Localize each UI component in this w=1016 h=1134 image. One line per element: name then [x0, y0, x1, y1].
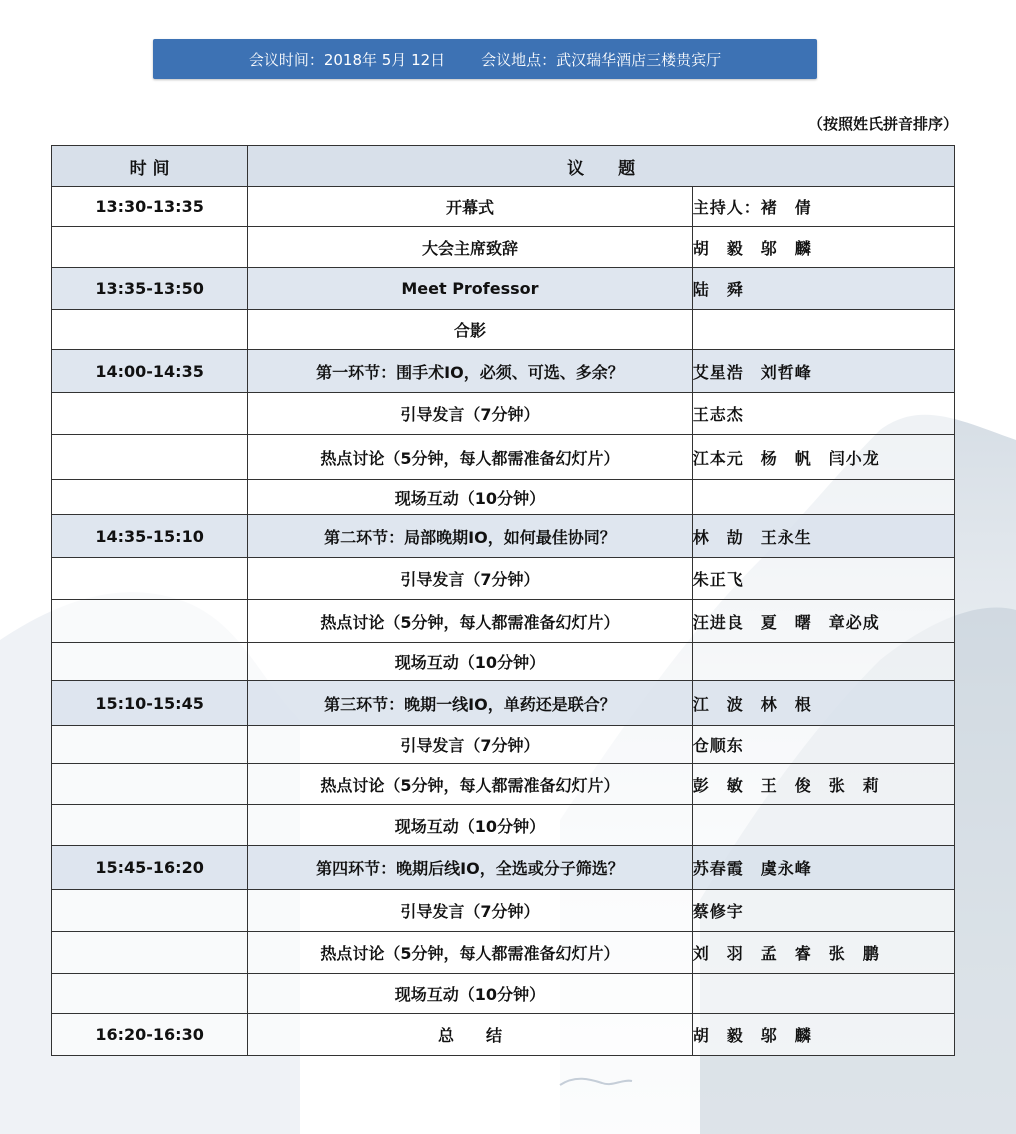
agenda-time-cell: [52, 435, 248, 480]
agenda-topic-cell: 现场互动（10分钟）: [248, 974, 692, 1014]
agenda-topic-cell: 引导发言（7分钟）: [248, 558, 692, 600]
agenda-time-cell: [52, 805, 248, 846]
agenda-row: [52, 558, 955, 600]
agenda-speaker-cell: 胡 毅 邬 麟: [692, 227, 954, 268]
agenda-speaker-cell: 胡 毅 邬 麟: [692, 1014, 954, 1056]
agenda-row: [52, 846, 955, 890]
agenda-speaker-cell: [692, 480, 954, 515]
agenda-time-cell: 13:35-13:50: [52, 268, 248, 310]
agenda-time-cell: [52, 890, 248, 932]
agenda-topic-cell: 引导发言（7分钟）: [248, 890, 692, 932]
agenda-time-cell: [52, 227, 248, 268]
agenda-speaker-cell: [692, 805, 954, 846]
agenda-topic-cell: 热点讨论（5分钟，每人都需准备幻灯片）: [248, 764, 692, 805]
agenda-topic-cell: 第二环节：局部晚期IO，如何最佳协同？: [248, 515, 692, 558]
agenda-row: [52, 1014, 955, 1056]
agenda-time-cell: [52, 726, 248, 764]
agenda-row: [52, 310, 955, 350]
agenda-speaker-cell: 苏春霞 虞永峰: [692, 846, 954, 890]
agenda-row: [52, 932, 955, 974]
agenda-speaker-cell: 主持人：褚 倩: [692, 187, 954, 227]
agenda-time-cell: [52, 393, 248, 435]
header-topic: 议 题: [248, 146, 955, 187]
agenda-row: [52, 805, 955, 846]
agenda-row: [52, 643, 955, 681]
agenda-time-cell: [52, 558, 248, 600]
agenda-row: [52, 350, 955, 393]
agenda-speaker-cell: 朱正飞: [692, 558, 954, 600]
meeting-time-text: 会议时间：2018年 5月 12日: [248, 50, 446, 69]
agenda-time-cell: 15:10-15:45: [52, 681, 248, 726]
agenda-time-cell: 14:00-14:35: [52, 350, 248, 393]
agenda-time-cell: [52, 643, 248, 681]
agenda-row: [52, 890, 955, 932]
agenda-topic-cell: 热点讨论（5分钟，每人都需准备幻灯片）: [248, 435, 692, 480]
meeting-info-banner: [153, 39, 817, 79]
agenda-topic-cell: 引导发言（7分钟）: [248, 393, 692, 435]
header-time: 时 间: [52, 146, 248, 187]
agenda-time-cell: 14:35-15:10: [52, 515, 248, 558]
agenda-speaker-cell: 仓顺东: [692, 726, 954, 764]
agenda-speaker-cell: [692, 310, 954, 350]
agenda-time-cell: [52, 764, 248, 805]
agenda-topic-cell: Meet Professor: [248, 268, 692, 310]
agenda-row: [52, 726, 955, 764]
agenda-row: [52, 974, 955, 1014]
agenda-header-row: [52, 146, 955, 187]
agenda-topic-cell: 第一环节：围手术IO，必须、可选、多余？: [248, 350, 692, 393]
agenda-time-cell: [52, 600, 248, 643]
agenda-row: [52, 515, 955, 558]
agenda-table: [51, 145, 955, 1056]
agenda-topic-cell: 开幕式: [248, 187, 692, 227]
agenda-row: [52, 393, 955, 435]
agenda-time-cell: 13:30-13:35: [52, 187, 248, 227]
agenda-topic-cell: 第三环节：晚期一线IO，单药还是联合？: [248, 681, 692, 726]
agenda-time-cell: [52, 932, 248, 974]
agenda-time-cell: 15:45-16:20: [52, 846, 248, 890]
agenda-speaker-cell: 汪进良 夏 曙 章必成: [692, 600, 954, 643]
agenda-speaker-cell: 王志杰: [692, 393, 954, 435]
agenda-time-cell: [52, 480, 248, 515]
agenda-time-cell: [52, 310, 248, 350]
agenda-row: [52, 187, 955, 227]
meeting-venue-text: 会议地点：武汉瑞华酒店三楼贵宾厅: [481, 50, 722, 69]
agenda-row: [52, 764, 955, 805]
agenda-row: [52, 681, 955, 726]
agenda-row: [52, 227, 955, 268]
agenda-speaker-cell: [692, 974, 954, 1014]
agenda-speaker-cell: 艾星浩 刘哲峰: [692, 350, 954, 393]
agenda-topic-cell: 引导发言（7分钟）: [248, 726, 692, 764]
agenda-row: [52, 435, 955, 480]
agenda-topic-cell: 总 结: [248, 1014, 692, 1056]
agenda-speaker-cell: 彭 敏 王 俊 张 莉: [692, 764, 954, 805]
sort-order-note: （按照姓氏拼音排序）: [807, 115, 958, 133]
agenda-row: [52, 480, 955, 515]
agenda-time-cell: 16:20-16:30: [52, 1014, 248, 1056]
agenda-speaker-cell: [692, 643, 954, 681]
agenda-topic-cell: 现场互动（10分钟）: [248, 643, 692, 681]
agenda-speaker-cell: 江 波 林 根: [692, 681, 954, 726]
agenda-topic-cell: 第四环节：晚期后线IO，全选或分子筛选？: [248, 846, 692, 890]
agenda-speaker-cell: 刘 羽 孟 睿 张 鹏: [692, 932, 954, 974]
agenda-row: [52, 268, 955, 310]
agenda-topic-cell: 热点讨论（5分钟，每人都需准备幻灯片）: [248, 600, 692, 643]
agenda-body: [52, 187, 955, 1056]
agenda-speaker-cell: 陆 舜: [692, 268, 954, 310]
agenda-topic-cell: 大会主席致辞: [248, 227, 692, 268]
agenda-topic-cell: 热点讨论（5分钟，每人都需准备幻灯片）: [248, 932, 692, 974]
agenda-topic-cell: 现场互动（10分钟）: [248, 805, 692, 846]
agenda-time-cell: [52, 974, 248, 1014]
agenda-topic-cell: 现场互动（10分钟）: [248, 480, 692, 515]
agenda-speaker-cell: 江本元 杨 帆 闫小龙: [692, 435, 954, 480]
agenda-topic-cell: 合影: [248, 310, 692, 350]
agenda-speaker-cell: 蔡修宇: [692, 890, 954, 932]
agenda-speaker-cell: 林 劼 王永生: [692, 515, 954, 558]
agenda-row: [52, 600, 955, 643]
